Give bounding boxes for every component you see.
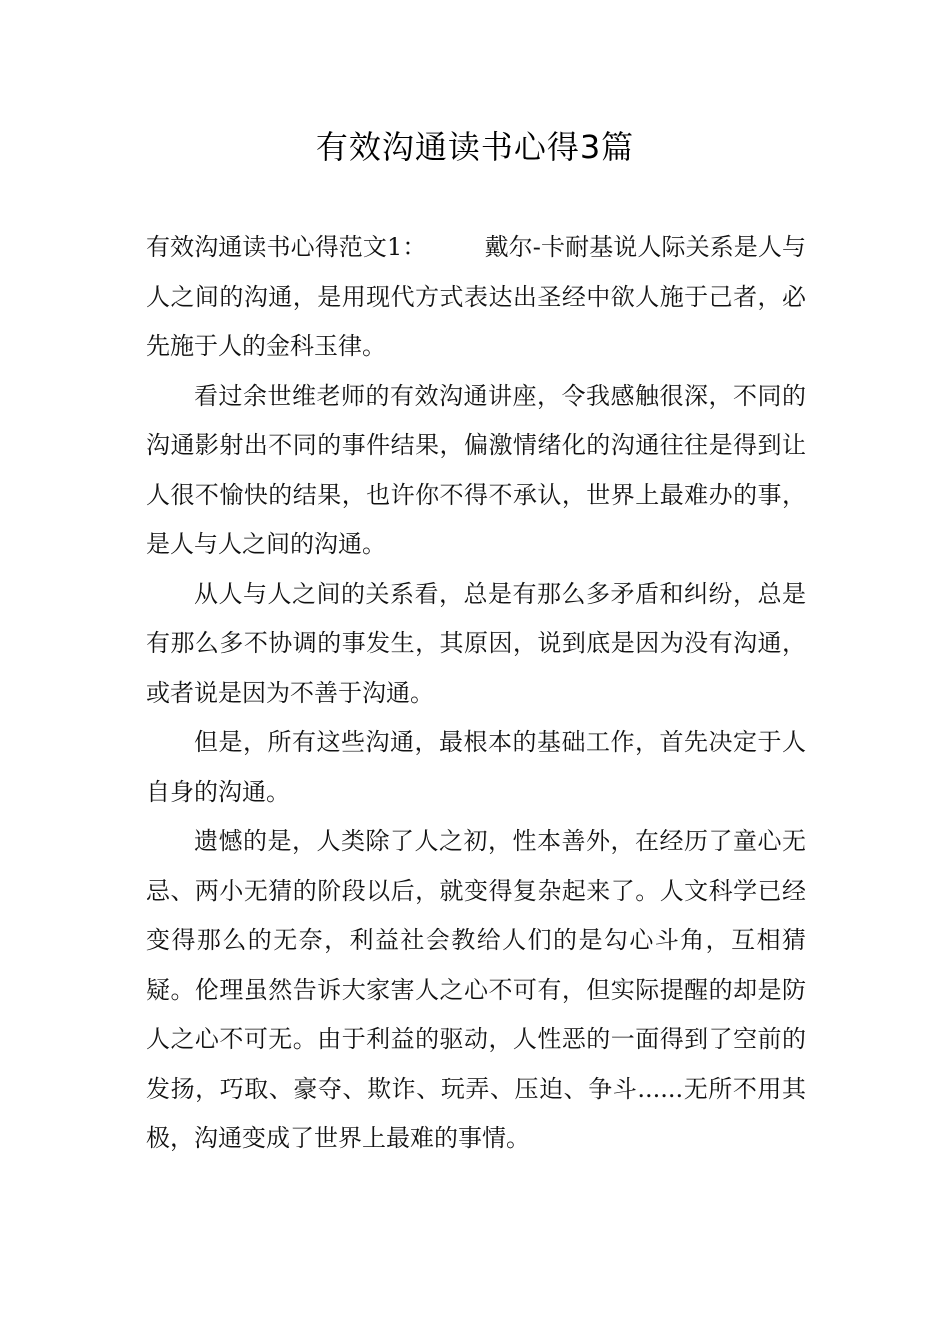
paragraph-4: 遗憾的是，人类除了人之初，性本善外，在经历了童心无忌、两小无猜的阶段以后，就变得复杂起来了。人文科学已经变得那么的无奈，利益社会教给人们的是勾心斗角，互相猜疑。伦理虽然告诉大家害人之心不可有，但实际提醒的却是防人之心不可无。由于利益的驱动，人性恶的一面得到了空前的发扬，巧取、豪夺、欺诈、玩弄、压迫、争斗......无所不用其极，沟通变成了世界上最难的事情。 <box>146 827 806 1152</box>
paragraph-3: 但是，所有这些沟通，最根本的基础工作，首先决定于人自身的沟通。 <box>146 728 806 806</box>
lead-paragraph <box>146 223 806 372</box>
document-title: 有效沟通读书心得3篇 <box>315 128 635 166</box>
document-body <box>146 223 806 1164</box>
paragraph-2: 从人与人之间的关系看，总是有那么多矛盾和纠纷，总是有那么多不协调的事发生，其原因，说到底是因为没有沟通，或者说是因为不善于沟通。 <box>146 579 806 707</box>
lead-label: 有效沟通读书心得范文1： <box>146 233 427 261</box>
paragraph-1: 看过余世维老师的有效沟通讲座，令我感触很深，不同的沟通影射出不同的事件结果，偏激情绪化的沟通往往是得到让人很不愉快的结果，也许你不得不承认，世界上最难办的事，是人与人之间的沟通。 <box>146 381 806 558</box>
lead-text: 戴尔-卡耐基说人际关系是人与人之间的沟通，是用现代方式表达出圣经中欲人施于己者，必先施于人的金科玉律。 <box>146 233 806 360</box>
